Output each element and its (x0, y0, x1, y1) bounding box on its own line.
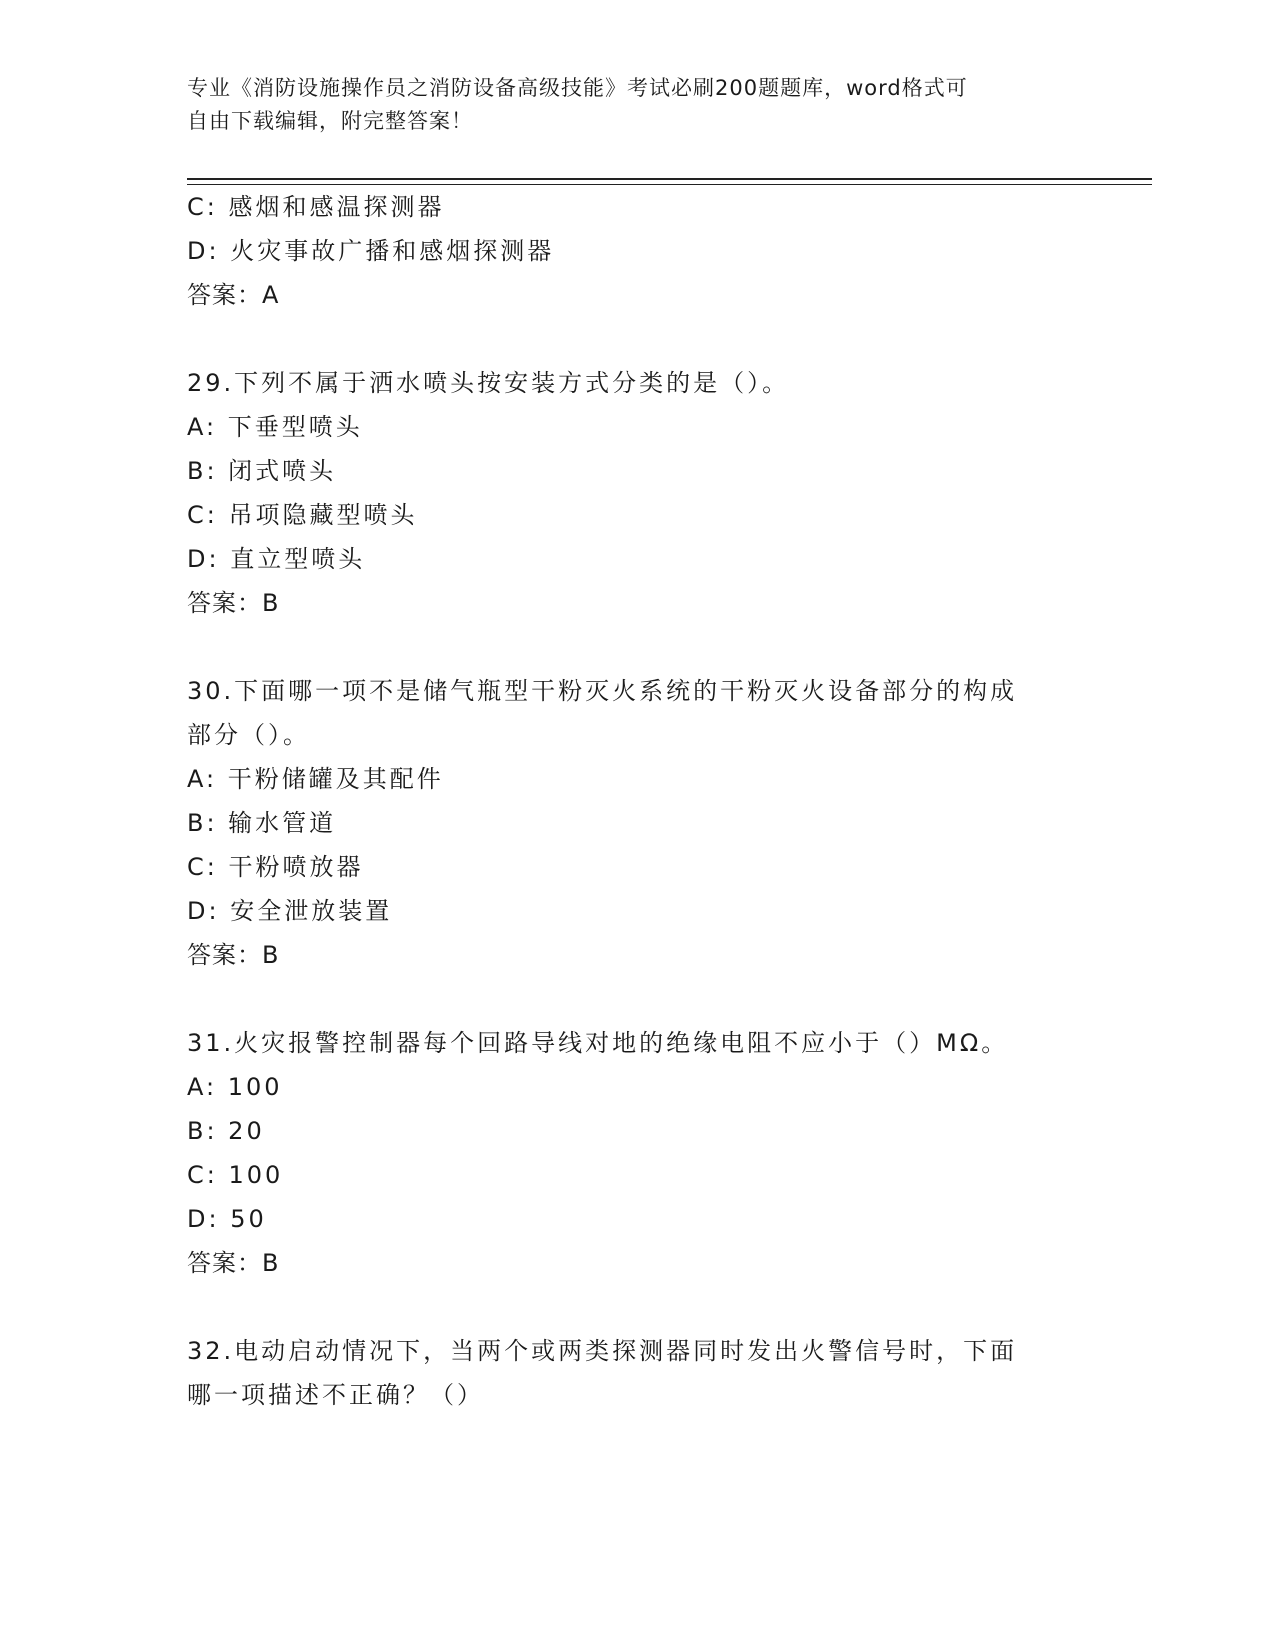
header-divider-thick (187, 178, 1152, 180)
q30-option-c: C: 干粉喷放器 (187, 853, 364, 881)
q29-stem: 29.下列不属于洒水喷头按安装方式分类的是（）。 (187, 369, 790, 397)
header-line-2: 自由下载编辑，附完整答案！ (187, 109, 473, 133)
q28-option-d: D: 火灾事故广播和感烟探测器 (187, 237, 555, 265)
q30-option-b: B: 输水管道 (187, 809, 337, 837)
q31-option-a: A: 100 (187, 1073, 283, 1101)
q29-option-b: B: 闭式喷头 (187, 457, 337, 485)
q30-option-a: A: 干粉储罐及其配件 (187, 765, 444, 793)
q30-stem-line-2: 部分（）。 (187, 721, 310, 749)
q29-option-d: D: 直立型喷头 (187, 545, 366, 573)
header-divider-thin (187, 184, 1152, 185)
q30-stem-line-1: 30.下面哪一项不是储气瓶型干粉灭火系统的干粉灭火设备部分的构成 (187, 677, 1018, 705)
q30-answer: 答案：B (187, 941, 280, 969)
q31-stem: 31.火灾报警控制器每个回路导线对地的绝缘电阻不应小于（）MΩ。 (187, 1029, 1009, 1057)
q30-option-d: D: 安全泄放装置 (187, 897, 393, 925)
q31-option-c: C: 100 (187, 1161, 284, 1189)
q29-option-a: A: 下垂型喷头 (187, 413, 363, 441)
q28-answer: 答案：A (187, 281, 280, 309)
q32-stem-line-1: 32.电动启动情况下，当两个或两类探测器同时发出火警信号时，下面 (187, 1337, 1018, 1365)
q32-stem-line-2: 哪一项描述不正确？（） (187, 1381, 484, 1409)
q31-answer: 答案：B (187, 1249, 280, 1277)
q31-option-d: D: 50 (187, 1205, 267, 1233)
q28-option-c: C: 感烟和感温探测器 (187, 193, 445, 221)
document-header (187, 72, 1067, 138)
q29-option-c: C: 吊项隐藏型喷头 (187, 501, 418, 529)
q29-answer: 答案：B (187, 589, 280, 617)
q31-option-b: B: 20 (187, 1117, 265, 1145)
header-line-1: 专业《消防设施操作员之消防设备高级技能》考试必刷200题题库，word格式可 (187, 76, 968, 100)
